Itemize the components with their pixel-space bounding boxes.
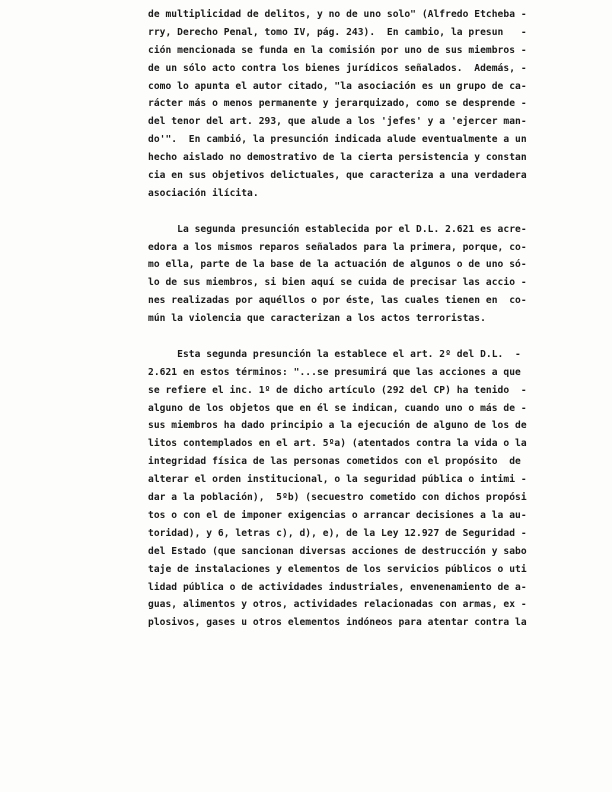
paragraph-2 <box>148 221 580 328</box>
text-line: hecho aislado no demostrativo de la cierta persistencia y constan <box>148 152 527 164</box>
paragraph-1 <box>148 6 580 203</box>
text-line: como lo apunta el autor citado, "la asociación es un grupo de ca- <box>148 80 527 92</box>
text-line: lo de sus miembros, si bien aquí se cuida de precisar las accio - <box>148 277 527 289</box>
text-line: edora a los mismos reparos señalados para la primera, porque, co- <box>148 241 527 253</box>
text-line: plosivos, gases u otros elementos indóneos para atentar contra la <box>148 617 527 629</box>
document-body <box>148 6 580 632</box>
text-line: dar a la población), 5ºb) (secuestro cometido con dichos propósi <box>148 492 527 504</box>
paragraph-gap <box>148 203 580 221</box>
text-line: 2.621 en estos términos: "...se presumirá que las acciones a que <box>148 366 521 378</box>
text-line: rry, Derecho Penal, tomo IV, pág. 243). En cambio, la presun - <box>148 26 527 38</box>
text-line: cia en sus objetivos delictuales, que caracteriza a una verdadera <box>148 170 527 182</box>
paragraph-3 <box>148 346 580 632</box>
text-line: mún la violencia que caracterizan a los actos terroristas. <box>148 313 486 325</box>
text-line: alterar el orden institucional, o la seguridad pública o intimi - <box>148 474 527 486</box>
text-line: tos o con el de imponer exigencias o arrancar decisiones a la au- <box>148 509 527 521</box>
text-line: de un sólo acto contra los bienes jurídicos señalados. Además, - <box>148 62 527 74</box>
text-line: asociación ilícita. <box>148 187 259 199</box>
text-line: se refiere el inc. 1º de dicho artículo (292 del CP) ha tenido - <box>148 384 527 396</box>
text-line: rácter más o menos permanente y jerarquizado, como se desprende - <box>148 98 527 110</box>
text-line: do'". En cambió, la presunción indicada alude eventualmente a un <box>148 134 527 146</box>
text-line: ción mencionada se funda en la comisión por uno de sus miembros - <box>148 44 527 56</box>
text-line: integridad física de las personas cometidos con el propósito de <box>148 456 521 468</box>
text-line: del tenor del art. 293, que alude a los 'jefes' y a 'ejercer man- <box>148 116 527 128</box>
paragraph-gap <box>148 328 580 346</box>
text-line: lidad pública o de actividades industriales, envenenamiento de a- <box>148 581 527 593</box>
text-line: del Estado (que sancionan diversas acciones de destrucción y sabo <box>148 545 527 557</box>
text-line: toridad), y 6, letras c), d), e), de la Ley 12.927 de Seguridad - <box>148 527 527 539</box>
text-line: nes realizadas por aquéllos o por éste, las cuales tienen en co- <box>148 295 527 307</box>
text-line: sus miembros ha dado principio a la ejecución de alguno de los de <box>148 420 527 432</box>
text-line: La segunda presunción establecida por el D.L. 2.621 es acre- <box>148 223 527 235</box>
text-line: guas, alimentos y otros, actividades relacionadas con armas, ex - <box>148 599 527 611</box>
text-line: alguno de los objetos que en él se indican, cuando uno o más de - <box>148 402 527 414</box>
text-line: mo ella, parte de la base de la actuación de algunos o de uno só- <box>148 259 527 271</box>
text-line: litos contemplados en el art. 5ºa) (atentados contra la vida o la <box>148 438 527 450</box>
text-line: de multiplicidad de delitos, y no de uno solo" (Alfredo Etcheba - <box>148 9 527 20</box>
text-line: Esta segunda presunción la establece el art. 2º del D.L. - <box>148 348 521 360</box>
text-line: taje de instalaciones y elementos de los servicios públicos o uti <box>148 563 527 575</box>
